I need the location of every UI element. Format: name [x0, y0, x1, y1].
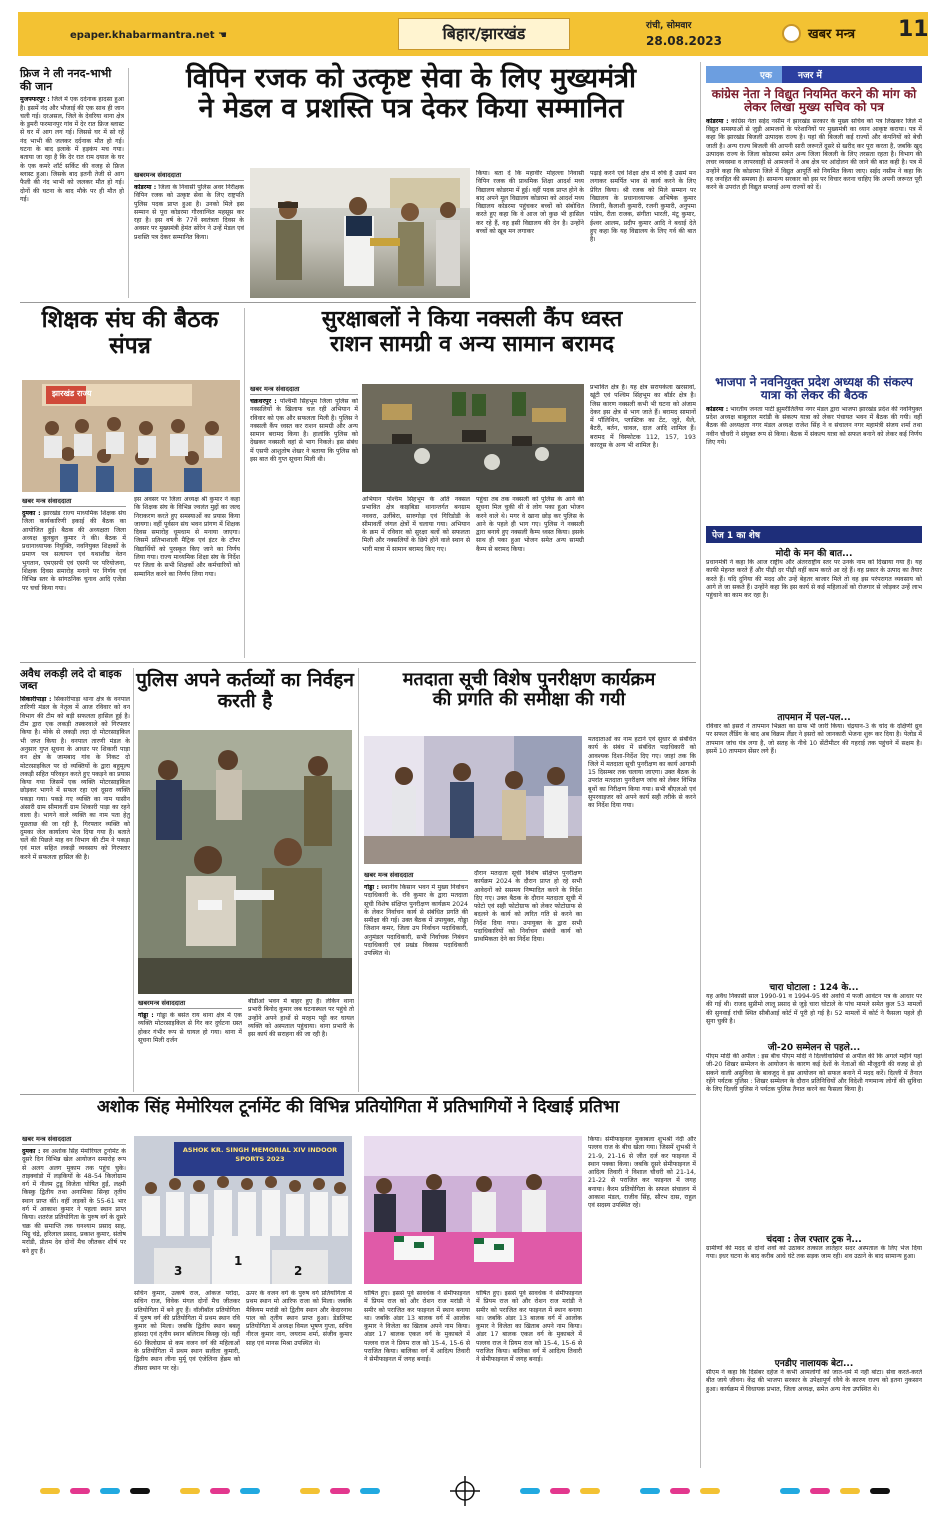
naxal-headline	[248, 308, 696, 357]
masthead-bar	[18, 12, 928, 56]
sports-photo-chess-scene	[364, 1136, 582, 1284]
voter-col1	[364, 870, 468, 1092]
sports-col2-text: सचिन कुमार, उत्कर्ष राज, ओकज परोदा, सचिन राज, विवेक मंगल दोनों मैच जीतकर प्रतियोगिता में बने हुए हैं। वॉलीबॉल प्रतियोगिता में पुरुष वर्ग की प्रतियोगिता में प्रथम स्थान रवि कुमार को मिला। जबकि द्वितीय स्थान बबलू हांसदा एवं तृतीय स्थान बलिराम किस्कु रहे। वहीं 60 किलोग्राम से कम वजन वर्ग की महिलाओं के प्रतियोगिता में प्रथम स्थान सलीता कुमारी, द्वितीय स्थान लीना मुर्मू एवं एंजेलिना हेंब्रम को तीसरा स्थान पर रहे।	[134, 1290, 240, 1372]
color-registration-strip	[0, 1476, 945, 1506]
divider	[20, 302, 696, 303]
story-fridge	[20, 68, 124, 288]
cursor-icon: ☚	[218, 30, 227, 41]
continued-item-1	[706, 546, 922, 717]
naxal-photo-scene	[362, 384, 584, 492]
voter-photo-scene	[364, 736, 582, 864]
sports-col3-text: ऊपर के वजन वर्ग के पुरुष वर्ग प्रतियोगिता में प्रथम स्थान मो आरिफ राजा को मिला। जबकि मैकियम मरांडी को द्वितीय स्थान और केदारनाथ पाल को तृतीय स्थान प्राप्त हुआ। डेडलिफ्ट प्रतियोगिता में अध्यक्ष विमल भूषण गुप्ता, सचिव नीरज कुमार नाग, जयराम शर्मा, संजीव कुमार साह एवं मानस मिश्रा उपस्थित थे।	[246, 1290, 352, 1347]
naxal-col2-text: अभियान पश्चिम सिंहभूम के अति नक्सल प्रभावित क्षेत्र काइबिडा थानान्तर्गत बनग्राम नववरा, उर्लीबेरा, सारुगोड़ा एवं गिरिडोडी के सीमावर्ती जंगल क्षेत्रों में चलाया गया। अभियान के क्रम में रविवार को सुरक्षा बलों को सफलता मिली और नक्सलियों के छिपे होने वाले स्थान से भारी मात्रा में सामान बरामद किए गए।	[362, 496, 470, 553]
bjp-headline: भाजपा ने नवनियुक्त प्रदेश अध्यक्ष की संकल्प यात्रा को लेकर की बैठक	[715, 375, 913, 403]
teacher-photo-banner: झारखंड राज्य	[52, 389, 92, 398]
brand-emblem-icon	[782, 24, 801, 43]
naxal-col4-text: प्रभावित क्षेत्र है। यह क्षेत्र सरायकेला खरसावां, खूंटी एवं पश्चिम सिंहभूम का बॉर्डर क्षेत्र है। जिस कारण नक्सली कभी भी घटना को अंजाम देकर इस क्षेत्र से भाग जाते हैं। बरामद सामानों में पॉलिथिन, प्लास्टिक का टेंट, जूते, थैले, बैटरी, बर्तन, चावल, दाल आदि शामिल हैं। बरामद में विस्फोटक 112, 157, 193 कारतूस के अन्य भी शामिल है।	[590, 384, 696, 450]
voter-byline: खबर मन्त्र संवाददाता	[364, 870, 468, 881]
continued-item-title: तापमान में पल-पल...	[777, 713, 851, 723]
continued-item-title: चारा घोटाला : 124 के...	[769, 983, 859, 993]
voter-headline-line1: मतदाता सूची विशेष पुनरीक्षण कार्यक्रम	[402, 669, 656, 690]
voter-headline	[362, 670, 696, 710]
naxal-photo	[362, 384, 584, 492]
continued-item-body: ग्रामीणों की मदद से दोनों शवों को उठाकर तत्काल लातेहार सदर अस्पताल के लिए भेज दिया गया। इधर घटना के बाद करीब आधे घंटे तक सड़क जाम रही। शव उठाने के बाद सामान्य हुआ।	[706, 1245, 922, 1261]
sports-byline: खबर मन्त्र संवाददाता	[22, 1134, 126, 1145]
bjp-story	[706, 376, 922, 498]
police-headline	[136, 670, 354, 713]
continued-item-body: पीएम मोदी की अपील : इस बीच पीएम मोदी ने दिल्लीवासियों से अपील की कि अगले महीने यहां जी-20 शिखर सम्मेलन के आयोजन के कारण कई देशों के नेताओं की मौजूदगी की वजह से हो सकने वाली असुविधा के बावजूद वे इस आयोजन को सफल बनाने में मदद करें। दिल्ली में तैनात रहेंगे पर्यटक पुलिस : शिखर सम्मेलन के दौरान प्रतिनिधियों और विदेशी गणमान्य लोगों की सुविधा के लिए दिल्ली पुलिस ने पर्यटक पुलिस तैनात करने का फैसला किया है।	[706, 1053, 922, 1094]
lead-col1	[134, 170, 244, 306]
teacher-col1	[22, 496, 126, 660]
lead-photo-scene	[250, 168, 470, 298]
lead-photo	[250, 168, 470, 298]
voter-headline-line2: की प्रगति की समीक्षा की गयी	[432, 689, 626, 711]
story-wood	[20, 668, 130, 1108]
naxal-col1	[250, 384, 358, 660]
police-col1	[138, 998, 242, 1092]
teacher-byline: खबर मन्त्र संवाददाता	[22, 496, 126, 507]
site-url[interactable]: epaper.khabarmantra.net ☚	[70, 30, 227, 41]
continued-item-body: सीएम ने कहा कि दिसंबर दहेज ने कभी आमलोगों को जात-धर्म में नहीं बांटा। सेवा करते-करते बीत जाये जीवन। केंद्र की भाजपा सरकार के उपेक्षापूर्ण रवैये के कारण राज्य को इतना नुकसान हुआ। कार्यक्रम में विधायक प्रभात, जिला अध्यक्ष, समेत अन्य नेता उपस्थित थे।	[706, 1369, 922, 1393]
continued-item-2	[706, 710, 922, 985]
continued-item-title: चंदवा : तेज रफ्तार ट्रक ने...	[766, 1235, 862, 1245]
lead-col2-text: किया। बता दें कि महावीर मोहल्ला निवासी विपिन रजक की प्राथमिक शिक्षा आदर्श मध्य विद्यालय कोडरमा में हुई। वहीं पदक प्राप्त होने के बाद अपने मूल विद्यालय कोडरमा को आदर्श मध्य विद्यालय कोडरमा पहुंचकर बच्चों को संबोधित करते हुए कहा कि वे आज जो कुछ भी हासिल कर रहे हैं, वह इसी विद्यालय की देन है। उन्होंने बच्चों को खूब मन लगाकर	[476, 170, 584, 236]
continued-item-3	[706, 980, 922, 1047]
voter-col2-text: दौरान मतदाता सूची विशेष संक्षिप्त पुनरीक्षण कार्यक्रम 2024 के दौरान प्राप्त हो रहे सभी आवेदनों को ससमय निष्पादित करने के निर्देश दिए गए। उक्त बैठक के दौरान मतदाता सूची में फोटो एवं सही फोटोग्राफ को लेकर फोटोग्राफ से बदलने के कार्य को त्वरित गति से करने का निर्देश दिया गया। उपायुक्त के द्वारा सभी पदाधिकारियों को निर्वाचन संबंधी कार्य को प्राथमिकता देने का निर्देश दिया।	[474, 870, 582, 944]
sports-col1-text: दुमका : स्व अशोक सिंह मेमोरियल टूर्नामेंट के दूसरे दिन विभिन्न खेल आयोजन समारोह रूप से अलग अलग मुकाम तक पहुंच चुके। ताइक्वांडो में लड़कियों के 48-54 किलोग्राम वर्ग में नीलम टुडू विजेता घोषित हुईं, लक्ष्मी किस्कु द्वितीय तथा अनामिका सिन्हा तृतीय स्थान प्राप्त कीं। वहीं लड़कों के 55-61 भार वर्ग में आकाश कुमार ने पहला स्थान प्राप्त किया। शतरंज प्रतियोगिता के पुरुष वर्ग के दूसरे चक्र की समाप्ति तक घनश्याम प्रसाद साह, मिट्ठू चंद्रे, हरिलाल प्रसाद, प्रकाश कुमार, संतोष मरांडी, प्रीतम देव दोनों मैच जीतकर शीर्ष पर बने हुए हैं।	[22, 1148, 126, 1255]
congress-body: कोडरमा : कांग्रेस नेता सईद नसीम ने झारखंड सरकार के मुख्य सचिव को पत्र लिखकर जिले में विद्युत समस्याओं से जुड़ी आमजनों के परेशानियों पर मुख्यमंत्री का ध्यान आकृष्ट कराया। पत्र में कहा कि झारखंड बिजली उत्पादक राज्य है। यहां की बिजली कई राज्यों और कंपनियों को बेची जाती है। अन्य राज्य बिजली की आपनी सारी जरूरतें दूसरे से खरीद कर पूरा करता है, जबकि खुद उत्पादक राज्य के जिला कोडरमा समेत अन्य जिला बिजली के लिए तरसता रहता है। विभाग की लचर व्यवस्था व लापरवाही से आमजनों ने अब क्षेत्र पर आंदोलन की जाने की बात कही है। पत्र में उन्होंने कहा कि कोडरमा जिले में विद्युत आपूर्ति को नियमित किया जाए। सईद नसीम ने कहा कि यह जनहित की समस्या है। सामान्य सरकार को इस पर विचार करना चाहिए कि अपनी जरूरत पूरी करने के उपरांत ही विद्युत सप्लाई अन्य राज्यों को दें।	[706, 117, 922, 192]
divider	[128, 68, 129, 298]
nazar-tag-text: नजर में	[798, 71, 822, 81]
sports-headline	[20, 1098, 696, 1117]
lead-headline-line1: विपिन रजक को उत्कृष्ट सेवा के लिए मुख्यमंत्री	[185, 63, 637, 94]
brand-logo	[782, 21, 890, 47]
voter-photo	[364, 736, 582, 864]
ek-tag-text: एक	[760, 71, 772, 81]
bjp-body: कोडरमा : भारतीय जनता पार्टी झुमरीतिलैया नगर मंडल द्वारा भाजपा झारखंड प्रदेश की नवनियुक्त प्रदेश अध्यक्ष बाबूलाल मरांडी के संकल्प यात्रा को लेकर पंचायत भवन में बैठक की गयी। वहीं बैठक की अध्यक्षता नगर मंडल अध्यक्ष राजेश सिंह ने व संचालन नगर महामंत्री संजय शर्मा तथा नवीन चौधरी ने संयुक्त रूप से किया। बैठक में संकल्प यात्रा को सफल बनाने को लेकर कई निर्णय लिए गये।	[706, 405, 922, 447]
teacher-col2-text: इस अवसर पर जिला अध्यक्ष श्री कुमार ने कहा कि शिक्षक संघ के विभिन्न ज्वलंत मुद्दों का जल्द निराकरण करते हुए समस्याओं का प्रयास किया जायगा। वहीं पूर्वसन संघ भवन प्रांगण में शिक्षक दिवस समारोह धूमधाम से मनाया जाएगा। जिसमें प्रतिभाशाली मैट्रिक एवं इंटर के टॉपर विद्यार्थियों को पुरस्कृत किए जाने का निर्णय लिया गया। राज्य माध्यमिक शिक्षा संघ के निर्देश पर जिला के सभी शिक्षकों और कर्मचारियों को सम्मानित करने का निर्णय लिया गया।	[134, 496, 240, 578]
section-box	[398, 18, 570, 50]
police-col1-text: गोड्डा : गोड्डा के बसंत राय थाना क्षेत्र में एक व्यक्ति मोटरसाइकिल से गिर कर दुर्घटना ग्रस्त होकर गंभीर रूप से घायल हो गया। थाना में सूचना मिली दर्जन	[138, 1012, 242, 1044]
continued-item-5	[706, 1232, 922, 1289]
podium-first: 1	[234, 1254, 243, 1268]
divider	[244, 308, 245, 658]
congress-story	[706, 88, 922, 360]
sports-col4-text: घोषित हुए। इससे पूर्व सावधेक ने सेमीफाइनल में प्रियम राज को और रोशन राज मरांडी ने समीर को पराजित कर फाइनल में स्थान बनाया था। जबकि अंडर 13 बालक वर्ग में आलोक कुमार ने विजेता का खिताब अपने नाम किया। अंडर 17 बालक एकल वर्ग के मुकाबले में पल्लव राज ने प्रियम राज को 15-4, 15-6 से पराजित किया। बालिका वर्ग में आदित्य तिवारी ने सेमीफाइनल में जगह बनाई।	[364, 1290, 470, 1364]
lead-col1-text: कोडरमा : जिला के निवासी पुलिस अवर निरीक्षक विपिन रजक को उत्कृष्ट सेवा के लिए राष्ट्रपति पुलिस पदक प्राप्त हुआ है। उनको मिले इस सम्मान से पूरा कोडरमा गौरवान्वित महसूस कर रहा है। इस वर्ष के 77वें स्वतंत्रता दिवस के अवसर पर मुख्यमंत्री हेमंत सोरेन ने उन्हें मेडल एवं प्रशस्ति पत्र देकर सम्मानित किया।	[134, 184, 244, 241]
lead-headline-line2: ने मेडल व प्रशस्ति पत्र देकर किया सम्मानित	[198, 93, 624, 125]
lead-col3-text: पढ़ाई करने एवं शिक्षा क्षेत्र में रुचि है उसमें मन लगाकर समर्पित भाव से कार्य करने के लिए प्रेरित किया। श्री रजक को मिले सम्मान पर विद्यालय के प्रधानाध्यापक अभिषेक कुमार तिवारी, कैलाशी कुमारी, रजनी कुमारी, अनुपमा पांडेय, रीता राजक, संगीता भारती, मंटू कुमार, ईश्वर आलम, प्रदीप कुमार आदि ने बधाई देते हुए कहा कि यह विद्यालय के लिए गर्व की बात है।	[590, 170, 696, 244]
story-fridge-body: मुजफ्फरपुर : जिले में एक दर्दनाक हादसा हुआ है। इसमें नंद और भौजाई की एक साथ ही जान चली गई। दरअसल, जिले के देवरिया थाना क्षेत्र के डुमरी फरमानपुर गांव में देर रात फ्रिज ब्लास्ट से घर में आग लग गई। जिससे घर में सो रहें नंद भाभी की जलकर दर्दनाक मौत हो गई। घटना के बाद इलाके में हड़कंप मच गया। बताया जा रहा है कि देर रात राम दयाल के घर के एक कमरे शॉर्ट सर्किट की वजह से फ्रिज ब्लास्ट हुआ। जिसके बाद इतनी तेजी से आग फैली की नंद भाभी को जलकर मौत हो गई। दोनों की घटना के बाद मौके पर ही मौत हो गई।	[20, 96, 124, 203]
sports-photo-chess	[364, 1136, 582, 1284]
sports-photo-podium	[134, 1136, 352, 1284]
naxal-col1-text: चक्रधरपुर : पश्चिमी सिंहभूम जिला पुलिस को नक्सलियों के खिलाफ चल रही अभियान में रविवार को एक और सफलता मिली है। पुलिस ने नक्सली कैंप ध्वस्त कर राशन सामग्री और अन्य सामान बरामद किया है। हालांकि पुलिस को देखकर नक्सली वहां से भाग निकले। इस संबंध में एसपी आशुतोष शेखर ने बताया कि पुलिस को इस बात की गुप्त सूचना मिली थी।	[250, 398, 358, 464]
teacher-photo	[22, 380, 240, 492]
congress-headline: कांग्रेस नेता ने विद्युत नियमित करने की मांग को लेकर लिखा मुख्य सचिव को पत्र	[711, 87, 917, 115]
teacher-col1-text: दुमका : झारखंड राज्य माध्यमिक शिक्षक संघ जिला कार्यकारिणी इकाई की बैठक का आयोजित हुई। बैठक की अध्यक्षता जिला अध्यक्ष बुलबुल कुमार ने की। बैठक में प्रधानाध्यापक नियुक्ति, नवनियुक्त शिक्षकों के प्रमाण पत्र सत्यापन एवं यथाशीघ्र वेतन भुगतान, एमएसपी एवं एसपी पर परियोजना, शिक्षक दिवस समारोह मनाने पर निर्णय एवं विभिन्न स्तर के सांगठनिक चुनाव आदि एजेंडा पर चर्चा किया गया।	[22, 510, 126, 592]
naxal-headline-line1: सुरक्षाबलों ने किया नक्सली कैंप ध्वस्त	[321, 307, 623, 332]
continued-item-title: मोदी के मन की बात...	[775, 549, 853, 559]
divider	[20, 662, 696, 663]
divider	[133, 668, 134, 1092]
naxal-col3-text: पहुंचा तब तक नक्सली को पुलिस के आने की सूचना मिल चुकी थी वे लोग पका हुआ भोजन करने वाले थे। मगर वे खाना छोड़ कर पुलिस के आने के पहले ही भाग गए। पुलिस ने नक्सली द्वारा बनाये हुए नक्सली कैम्प ध्वस्त किया। इसके साथ ही पका हुआ भोजन समेत अन्य सामग्री कैम्प से बरामद किया।	[476, 496, 584, 553]
police-byline: खबरमन्त्र संवाददाता	[138, 998, 242, 1009]
story-wood-headline: अवैध लकड़ी लदे दो बाइक जब्त	[20, 668, 122, 693]
story-wood-body: सिकारीपाड़ा : सिकारीपाड़ा थाना क्षेत्र के वनपाल तारिणी मंडल के नेतृत्व में आज रविवार को वन विभाग की टीम को बड़ी सफलता हासिल हुई है। टीम द्वारा एक लकड़ी तस्करवाले को गिरफ्तार किया है। मोके से लकड़ी लदा दो मोटरसाइकिल भी जप्त किया है। वनपाल तारणी मंडल के अनुसार गुप्त सूचना के आधार पर शिकारी पाड़ा वन क्षेत्र के जामबाद गांव के निकट दो मोटरसाइकिल पर दो व्यक्तियों के द्वारा बहुमूल्य लकड़ी सहित परिवहन करते हुए पकड़ने का प्रयास किया गया जिसमें एक व्यक्ति मोटरसाइकिल छोड़कर भागने में सफल रहा एवं दूसरा व्यक्ति पकड़ा गया। पकड़े गए व्यक्ति का नाम यासीन अंसारी ग्राम सीमावर्ती ग्राम शिकारी पाड़ा का रहने वाला है। भागने वाले व्यक्ति का नाम पता हेतु पूछताछ की जा रही है, गिरफ्तार व्यक्ति को दुमका जेल कार्यालय भेज दिया गया है। बताते चलें की पिछले माह वन विभाग की टीम ने पकड़ा एवं माल सहित लकड़ी व्यवसाय को गिरफ्तार करने में सफलता हासिल की है।	[20, 696, 130, 861]
naxal-byline: खबर मन्त्र संवाददाता	[250, 384, 358, 395]
section-title: बिहार/झारखंड	[442, 24, 526, 43]
sports-col1	[22, 1134, 126, 1480]
divider	[700, 62, 701, 1468]
police-col2-text: बीडीओ भवन में बाहर हुए हैं। लेकिन थाना प्रभारी बिनोद कुमार जब घटनास्थल पर पहुंचे तो उन्होंने अपने हाथों से मरहम पट्टी कर घायल व्यक्ति को अस्पताल पहुंचाया। थाना प्रभारी के इस कार्य की सराहना की जा रही है।	[248, 998, 354, 1039]
voter-col1-text: गोड्डा : स्थानीय किसान भवन में मुख्य निर्वाचन पदाधिकारी के. रवि कुमार के द्वारा मतदाता सूची विशेष संक्षिप्त पुनरीक्षण कार्यक्रम 2024 के लेकर निर्वाचन कार्य से संबंधित प्रगति की समीक्षा की गई। उक्त बैठक में उपायुक्त, गोड्डा जिशान कमर, जिला उप निर्वाचन पदाधिकारी, अनुमंडल पदाधिकारी, सभी निर्वाचक निबंधन पदाधिकारी एवं प्रखंड विकास पदाधिकारी उपस्थित थे।	[364, 884, 468, 958]
issue-date: 28.08.2023	[646, 34, 722, 48]
continued-item-body: यह अवैध निकासी साल 1990-91 व 1994-95 की अवधि में फर्जी आवंटन पत्र के आधार पर की गई थी। राजद सुप्रीमो लालू प्रसाद से जुड़े चारा घोटाले के पांच मामले समेत कुल 53 मामलों की सुनवाई रांची स्थित सीबीआई कोर्ट में पूरी हो गई है। 52 मामलों में कोर्ट ने फैसला पहले ही सुना चुकी है।	[706, 993, 922, 1025]
sports-col6-text: घोषित हुए। इससे पूर्व सावधेक ने सेमीफाइनल में प्रियम राज को और रोशन राज मरांडी ने समीर को पराजित कर फाइनल में स्थान बनाया था। जबकि अंडर 13 बालक वर्ग में आलोक कुमार ने विजेता का खिताब अपने नाम किया। अंडर 17 बालक एकल वर्ग के मुकाबले में पल्लव राज ने प्रियम राज को 15-4, 15-6 से पराजित किया। बालिका वर्ग में आदित्य तिवारी ने सेमीफाइनल में जगह बनाई।	[476, 1290, 582, 1364]
sports-headline-text: अशोक सिंह मेमोरियल टूर्नामेंट की विभिन्न प्रतियोगिता में प्रतिभागियों ने दिखाई प्रतिभा	[96, 1097, 620, 1117]
divider	[358, 668, 359, 1092]
teacher-headline	[20, 308, 240, 360]
page-number: 11	[898, 17, 929, 42]
police-photo	[138, 730, 352, 994]
divider	[20, 1094, 696, 1095]
continued-item-4	[706, 1040, 922, 1237]
podium-third: 3	[174, 1264, 183, 1278]
city-day: रांची, सोमवार	[646, 21, 692, 31]
lead-headline	[130, 64, 692, 124]
police-headline-text: पुलिस अपने कर्तव्यों का निर्वहन करती है	[136, 669, 354, 713]
sports-photo-banner: ASHOK KR. SINGH MEMORIAL XIV INDOOR SPORTS 2023	[182, 1146, 338, 1163]
continued-bar: पेज 1 का शेष	[706, 526, 922, 543]
police-photo-scene	[138, 730, 352, 994]
voter-col3-text: मतदाताओं का नाम हटाने एवं सुधार से संबंधित कार्य के संबंध में संबंधित पदाधिकारी को आवश्यक दिशा-निर्देश दिए गए। जाहां तक कि जिले में मतदाता सूची पुनरीक्षण का कार्य आगामी 15 दिसम्बर तक चलाया जाएगा। उक्त बैठक के उपरांत मतदाता पुनरीक्षण जांच को लेकर विभिन्न बूथों का निरीक्षण किया गया। सभी बीएलओ एवं सुपरवाइजर को अपने कार्य सही तरीके से करने का निर्देश दिया गया।	[588, 736, 696, 810]
naxal-headline-line2: राशन सामग्री व अन्य सामान बरामद	[329, 331, 614, 357]
story-fridge-headline: फ्रिज ने ली ननद-भाभी की जान	[20, 67, 112, 93]
continued-item-title: एनडीए नालायक बेटा...	[774, 1359, 854, 1369]
teacher-headline-text: शिक्षक संघ की बैठक संपन्न	[41, 307, 219, 359]
brand-name: खबर मन्त्र	[808, 27, 856, 42]
registration-marks	[0, 1476, 945, 1506]
sports-col5-text: किया। सेमीफाइनल मुकाबला शुभश्री नंदी और पल्लव राज के बीच खेला गया। जिसमें शुभश्री ने 21-9, 21-16 से जीत दर्ज कर फाइनल में स्थान पक्का किया। जबकि दूसरे सेमीफाइनल में आदित्य तिवारी ने विशाल चौधरी को 21-14, 21-22 से पराजित कर फाइनल में जगह बनाया। कैरम प्रतियोगिता के सफल संचालन में आकाश मंडल, राजीव सिंह, सौरभ दास, राहुल एवं सदस्य उपस्थित रहे।	[588, 1136, 696, 1210]
continued-item-body: प्रधानमंत्री ने कहा कि आज राष्ट्रीय और अंतरराष्ट्रीय स्तर पर उनके नाम को दिखाया गया है। यह काफी मेहनत करते हैं और पीढ़ी दर पीढ़ी वहीं काम करते आ रहे हैं। वह प्रकार के उत्पाद का तैयार करते हैं। यदि दुनिया की मदद और उन्हें बेहतर बाजार मिले तो वह इस परंपरागत व्यवसाय को आगे ले जा सकते हैं। उन्होंने कहा कि इस कार्य से कई महिलाओं को रोजगार से जोड़कर उन्हें लाभ पहुंचाने का काम कर रहा है।	[706, 559, 922, 600]
podium-second: 2	[294, 1264, 303, 1278]
ek-nazar-tag	[706, 66, 922, 83]
continued-item-title: जी-20 सम्मेलन से पहले...	[767, 1043, 861, 1053]
continued-item-6	[706, 1356, 922, 1465]
continued-item-body: रविवार को इसरो ने तापमान भिन्नता का ग्राफ भी जारी किया। चंद्रयान-3 के चांद के दक्षिणी ध्रुव पर सफल लैंडिंग के बाद अब विक्रम लैंडर ने इसरो को जानकारी भेजना शुरू कर दिया है। पेलोड में तापमान जांच यंत्र लगा है, जो सतह के नीचे 10 सेंटीमीटर की गहराई तक पहुंचने में सक्षम है। इसमें 10 तापमान सेंसर लगे हैं।	[706, 723, 922, 755]
lead-byline: खबरमन्त्र संवाददाता	[134, 170, 244, 181]
